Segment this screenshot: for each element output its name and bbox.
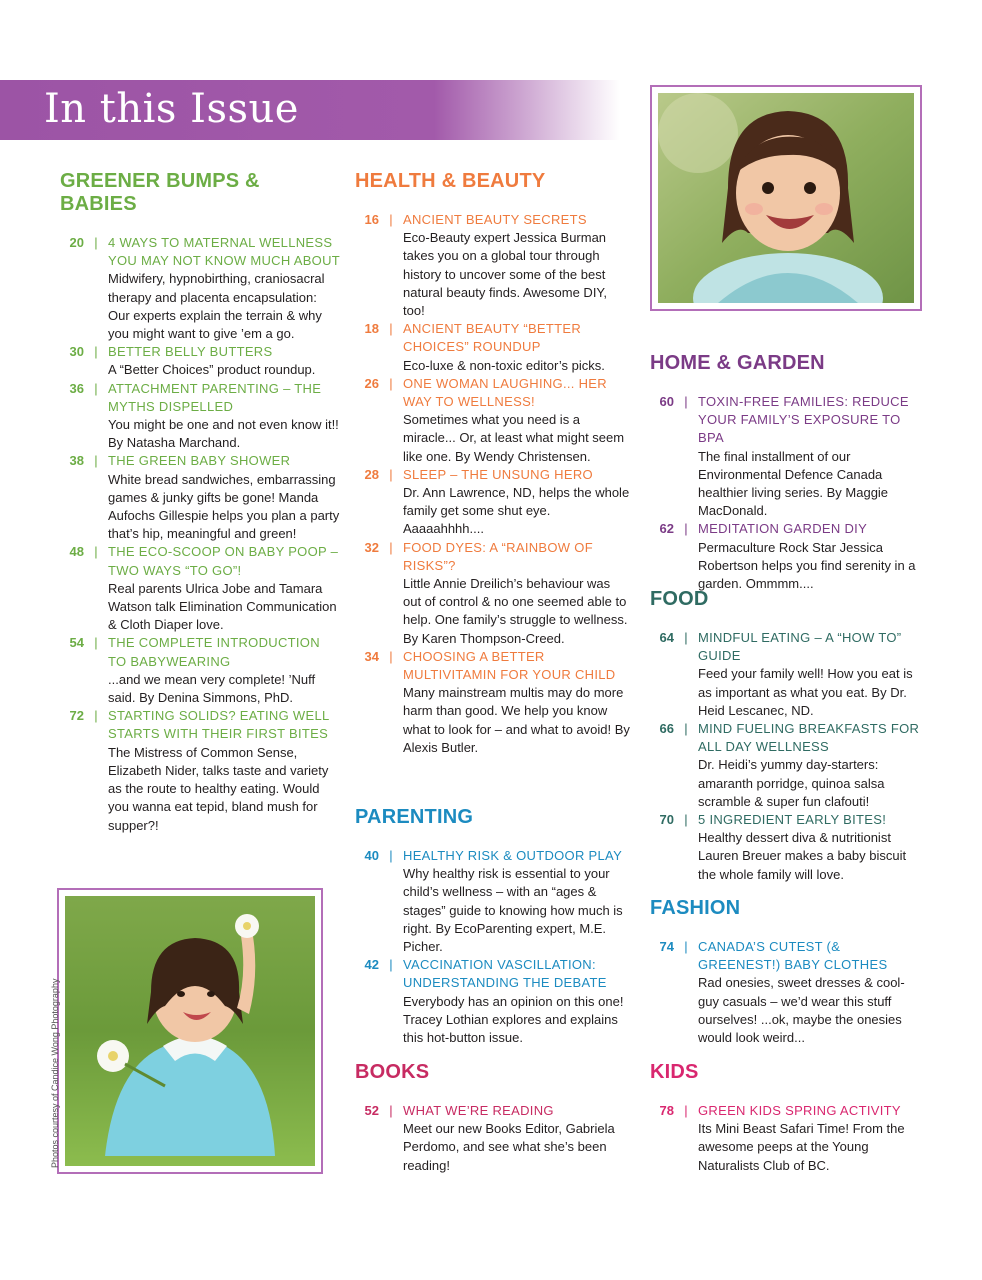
toc-entry [355, 320, 630, 375]
entry-body [403, 320, 630, 375]
entry-body [698, 938, 925, 1047]
section-title-parenting: PARENTING [355, 806, 474, 828]
toc-entry [60, 234, 340, 343]
toc-entry [650, 720, 925, 811]
section-title-health: HEALTH & BEAUTY [355, 170, 546, 192]
entry-body [698, 393, 925, 520]
entry-body [403, 211, 630, 320]
entry-description: Eco-luxe & non-toxic editor’s picks. [403, 357, 605, 373]
entry-description: Dr. Heidi’s yummy day-starters: amaranth porridge, quinoa salsa scramble & super fun clafouti! [698, 757, 885, 809]
separator: | [684, 721, 688, 737]
entry-title: TOXIN-FREE FAMILIES: REDUCE YOUR FAMILY’S EXPOSURE TO BPA [698, 394, 909, 446]
entry-body [108, 234, 340, 343]
toc-entry [60, 380, 340, 453]
page-number: 20 [69, 235, 84, 250]
toc-entry [650, 811, 925, 884]
toc-entry [650, 393, 925, 520]
entry-description: Feed your family well! How you eat is as important as what you eat. By Dr. Heid Lescanec, ND. [698, 666, 913, 718]
page-number: 78 [659, 1103, 674, 1118]
entry-body [403, 375, 630, 466]
section-kids [650, 1061, 925, 1175]
section-title-books: BOOKS [355, 1061, 430, 1083]
entry-title: STARTING SOLIDS? EATING WELL STARTS WITH THEIR FIRST BITES [108, 708, 330, 742]
entry-body [698, 1102, 925, 1175]
entry-description: Why healthy risk is essential to your child’s wellness – with an “ages & stages” guide to knowing how much is right. By EcoParenting expert, M.E. Picher. [403, 866, 623, 955]
separator: | [94, 544, 98, 560]
page-number: 38 [69, 453, 84, 469]
section-health [355, 170, 630, 757]
entry-body [698, 520, 925, 593]
baby-portrait-illustration [658, 93, 914, 303]
entry-description: ...and we mean very complete! ’Nuff said. By Denina Simmons, PhD. [108, 671, 316, 706]
page-number: 48 [69, 544, 84, 560]
entry-title: HEALTHY RISK & OUTDOOR PLAY [403, 848, 623, 863]
entry-description: Meet our new Books Editor, Gabriela Perdomo, and see what she’s been reading! [403, 1121, 615, 1173]
entry-description: Healthy dessert diva & nutritionist Lauren Breuer makes a baby biscuit the whole family will love. [698, 830, 907, 882]
entry-description: A “Better Choices” product roundup. [108, 362, 316, 378]
entry-list-health [355, 211, 630, 757]
entry-list-home [650, 393, 925, 593]
separator: | [684, 1103, 688, 1118]
section-greener [60, 170, 340, 835]
toc-entry [650, 520, 925, 593]
section-title-kids: KIDS [650, 1061, 699, 1083]
separator: | [389, 648, 393, 664]
entry-title: THE ECO-SCOOP ON BABY POOP – TWO WAYS “TO GO”! [108, 544, 339, 578]
separator: | [389, 848, 393, 863]
entry-description: Real parents Ulrica Jobe and Tamara Watson talk Elimination Communication & Cloth Diaper love. [108, 580, 337, 633]
separator: | [94, 344, 98, 360]
separator: | [389, 321, 393, 337]
entry-title: FOOD DYES: A “RAINBOW OF RISKS”? [403, 539, 593, 573]
photo-frame-bottom [57, 888, 323, 1174]
section-parenting [355, 806, 630, 1047]
toc-entry [60, 707, 340, 834]
separator: | [684, 521, 688, 537]
page-number: 34 [364, 648, 379, 664]
baby-grass-photo [65, 896, 315, 1166]
entry-title: CANADA’S CUTEST (& GREENEST!) BABY CLOTHES [698, 939, 888, 973]
page-number: 30 [69, 344, 84, 360]
section-books [355, 1061, 630, 1175]
separator: | [389, 212, 393, 227]
entry-description: The final installment of our Environmental Defence Canada healthier living series. By Maggie MacDonald. [698, 448, 889, 519]
section-fashion [650, 897, 925, 1047]
entry-body [698, 811, 925, 884]
page-number: 40 [364, 848, 379, 863]
separator: | [94, 708, 98, 724]
entry-body [403, 539, 630, 648]
section-title-food: FOOD [650, 588, 709, 610]
separator: | [389, 957, 393, 973]
page-number: 16 [364, 212, 379, 227]
section-title-fashion: FASHION [650, 897, 741, 919]
separator: | [94, 635, 98, 651]
separator: | [389, 375, 393, 391]
page-number: 52 [364, 1103, 379, 1118]
entry-list-fashion [650, 938, 925, 1047]
separator: | [684, 939, 688, 954]
entry-title: CHOOSING A BETTER MULTIVITAMIN FOR YOUR CHILD [403, 648, 616, 683]
entry-description: Midwifery, hypnobirthing, craniosacral therapy and placenta encapsulation: Our experts explain the terrain & why you might want to give ’em a go. [108, 271, 325, 342]
toc-entry [60, 634, 340, 707]
photo-credit: Photos courtesy of Candice Wong Photography [50, 978, 60, 1168]
toc-entry [650, 629, 925, 720]
toc-entry [355, 847, 630, 956]
entry-description: Eco-Beauty expert Jessica Burman takes you on a global tour through history to uncover some of the best natural beauty finds. Awesome DIY, too! [403, 230, 608, 319]
issue-banner [0, 80, 620, 140]
separator: | [684, 394, 688, 409]
entry-description: You might be one and not even know it!! By Natasha Marchand. [108, 417, 339, 451]
entry-title: BETTER BELLY BUTTERS [108, 344, 273, 360]
entry-title: 5 INGREDIENT EARLY BITES! [698, 812, 887, 828]
page-number: 54 [69, 635, 84, 651]
page-number: 70 [659, 812, 674, 828]
entry-title: MINDFUL EATING – A “HOW TO” GUIDE [698, 630, 902, 664]
entry-body [403, 1102, 630, 1175]
page-number: 18 [364, 321, 379, 337]
section-home [650, 352, 925, 593]
entry-title: WHAT WE’RE READING [403, 1103, 554, 1118]
baby-grass-illustration [65, 896, 315, 1166]
entry-description: Little Annie Dreilich’s behaviour was out of control & no one seemed able to help. One family’s struggle to wellness. By Karen Thompson-Creed. [403, 576, 628, 646]
section-title-home: HOME & GARDEN [650, 352, 825, 374]
entry-description: The Mistress of Common Sense, Elizabeth Nider, talks taste and variety as the route to healthy eating. Would you wanna eat tepid, bland mush for supper?! [108, 744, 329, 833]
page-number: 36 [69, 380, 84, 396]
toc-entry [60, 343, 340, 379]
entry-list-kids [650, 1102, 925, 1175]
entry-title: MEDITATION GARDEN DIY [698, 521, 868, 537]
section-title-greener: GREENER BUMPS & BABIES [60, 170, 260, 215]
baby-portrait-photo [658, 93, 914, 303]
entry-list-books [355, 1102, 630, 1175]
entry-title: SLEEP – THE UNSUNG HERO [403, 466, 593, 482]
toc-entry [355, 466, 630, 539]
toc-entry [60, 452, 340, 543]
page-number: 60 [659, 394, 674, 409]
separator: | [94, 235, 98, 250]
separator: | [94, 453, 98, 469]
entry-description: Its Mini Beast Safari Time! From the awesome peeps at the Young Naturalists Club of BC. [698, 1121, 905, 1173]
separator: | [389, 466, 393, 482]
entry-title: GREEN KIDS SPRING ACTIVITY [698, 1103, 901, 1118]
toc-entry [60, 543, 340, 634]
page-number: 74 [659, 939, 674, 954]
entry-body [108, 343, 340, 379]
entry-body [698, 720, 925, 811]
page-number: 62 [659, 521, 674, 537]
separator: | [684, 812, 688, 828]
entry-body [403, 847, 630, 956]
toc-entry [355, 375, 630, 466]
toc-entry [355, 956, 630, 1047]
entry-body [403, 648, 630, 757]
entry-description: White bread sandwiches, embarrassing games & junky gifts be gone! Manda Aufochs Gillespie helps you plan a party that’s hip, meaningful and green! [108, 471, 340, 542]
separator: | [389, 1103, 393, 1118]
page-number: 26 [364, 375, 379, 391]
entry-body [108, 380, 340, 453]
entry-body [698, 629, 925, 720]
entry-description: Many mainstream multis may do more harm than good. We help you know what to look for – and what to avoid! By Alexis Butler. [403, 685, 630, 755]
entry-title: 4 WAYS TO MATERNAL WELLNESS YOU MAY NOT KNOW MUCH ABOUT [108, 235, 341, 269]
separator: | [94, 380, 98, 396]
entry-description: Sometimes what you need is a miracle... Or, at least what might seem like one. By Wendy Christensen. [403, 412, 625, 464]
photo-frame-top [650, 85, 922, 311]
page-number: 32 [364, 539, 379, 555]
toc-entry [355, 1102, 630, 1175]
entry-body [108, 543, 340, 634]
entry-description: Permaculture Rock Star Jessica Robertson helps you find serenity in a garden. Ommmm.... [698, 539, 916, 592]
toc-entry [355, 539, 630, 648]
entry-title: THE GREEN BABY SHOWER [108, 453, 291, 469]
entry-title: ANCIENT BEAUTY “BETTER CHOICES” ROUNDUP [403, 321, 582, 355]
page-number: 72 [69, 708, 84, 724]
entry-title: VACCINATION VASCILLATION: UNDERSTANDING THE DEBATE [403, 957, 607, 991]
entry-title: MIND FUELING BREAKFASTS FOR ALL DAY WELLNESS [698, 721, 920, 755]
entry-body [403, 466, 630, 539]
separator: | [389, 539, 393, 555]
entry-body [108, 452, 340, 543]
toc-entry [355, 648, 630, 757]
entry-description: Everybody has an opinion on this one! Tracey Lothian explores and explains this hot-button issue. [403, 993, 624, 1046]
section-food [650, 588, 925, 884]
entry-list-greener [60, 234, 340, 835]
toc-entry [355, 211, 630, 320]
entry-title: ANCIENT BEAUTY SECRETS [403, 212, 587, 227]
entry-title: ONE WOMAN LAUGHING... HER WAY TO WELLNESS! [403, 375, 607, 410]
entry-body [108, 634, 340, 707]
entry-list-food [650, 629, 925, 884]
entry-list-parenting [355, 847, 630, 1047]
entry-body [108, 707, 340, 834]
toc-entry [650, 938, 925, 1047]
entry-title: ATTACHMENT PARENTING – THE MYTHS DISPELLED [108, 380, 322, 414]
entry-body [403, 956, 630, 1047]
toc-entry [650, 1102, 925, 1175]
entry-title: THE COMPLETE INTRODUCTION TO BABYWEARING [108, 635, 320, 669]
page-number: 42 [364, 957, 379, 973]
entry-description: Rad onesies, sweet dresses & cool-guy casuals – we’d wear this stuff ourselves! ...ok, maybe the onesies would look weird... [698, 975, 905, 1046]
page-number: 64 [659, 630, 674, 645]
entry-description: Dr. Ann Lawrence, ND, helps the whole family get some shut eye. Aaaaahhhh.... [403, 485, 630, 537]
separator: | [684, 630, 688, 645]
page-title: In this Issue [44, 86, 299, 132]
page-number: 28 [364, 466, 379, 482]
page-number: 66 [659, 721, 674, 737]
